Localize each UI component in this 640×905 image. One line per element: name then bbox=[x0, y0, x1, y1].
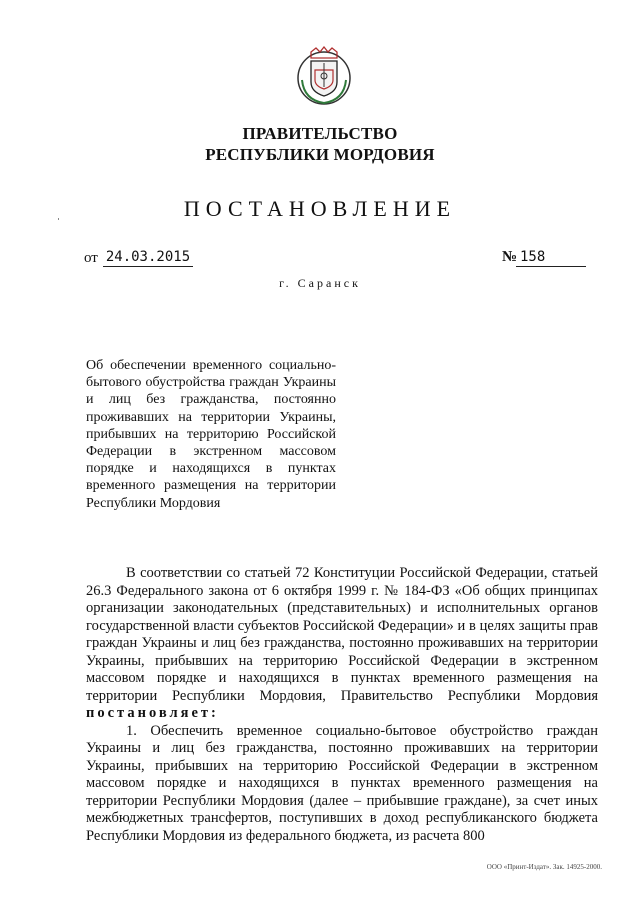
preamble-text: В соответствии со статьей 72 Конституции Российской Федерации, статьей 26.3 Федерального закона от 6 октября 1999 г. № 184-ФЗ «Об общих принципах организации законодательных (представительных) и исполнительных органов государственной власти субъектов Российской Федерации» и в целях защиты прав граждан Украины и лиц без гражданства, постоянно проживавших на территории Украины, прибывших на территорию Российской Федерации в экстренном массовом порядке и находящихся в пунктах временного размещения на территории Республики Мордовия, Правительство Республики Мордовия bbox=[86, 565, 598, 704]
document-type-title: ПОСТАНОВЛЕНИЕ bbox=[183, 196, 457, 221]
government-name-line2: РЕСПУБЛИКИ МОРДОВИЯ bbox=[205, 145, 435, 164]
decree-word: постановляет: bbox=[86, 705, 219, 721]
document-date: 24.03.2015 bbox=[103, 248, 193, 267]
preamble-paragraph bbox=[86, 565, 598, 723]
government-name-line1: ПРАВИТЕЛЬСТВО bbox=[242, 124, 398, 143]
date-prefix: от bbox=[84, 250, 98, 266]
scan-mark bbox=[58, 218, 59, 220]
item-1-paragraph: 1. Обеспечить временное социально-бытовое обустройство граждан Украины и лиц без гражданства, постоянно проживавших на территории Украины, прибывших на территорию Российской Федерации в экстренном массовом порядке и находящихся в пунктах временного размещения на территории Республики Мордовия (далее – прибывшие граждане), за счет иных межбюджетных трансфертов, поступивших в доход республиканского бюджета Республики Мордовия из федерального бюджета, из расчета 800 bbox=[86, 722, 598, 844]
city-line: г. Саранск bbox=[279, 276, 361, 290]
document-number: 158 bbox=[516, 248, 586, 267]
document-body bbox=[86, 565, 598, 845]
document-subject-title: Об обеспечении временного социально-бытового обустройства граждан Украины и лиц без гражданства, постоянно проживавших на территории Украины, прибывших на территорию Российской Федерации в экстренном массовом порядке и находящихся в пунктах временного размещения на территории Республики Мордовия bbox=[86, 358, 336, 511]
number-prefix: № bbox=[502, 249, 518, 265]
printer-footer: ООО «Принт-Издат». Зак. 14925-2000. bbox=[486, 863, 602, 871]
coat-of-arms-icon bbox=[296, 46, 352, 106]
